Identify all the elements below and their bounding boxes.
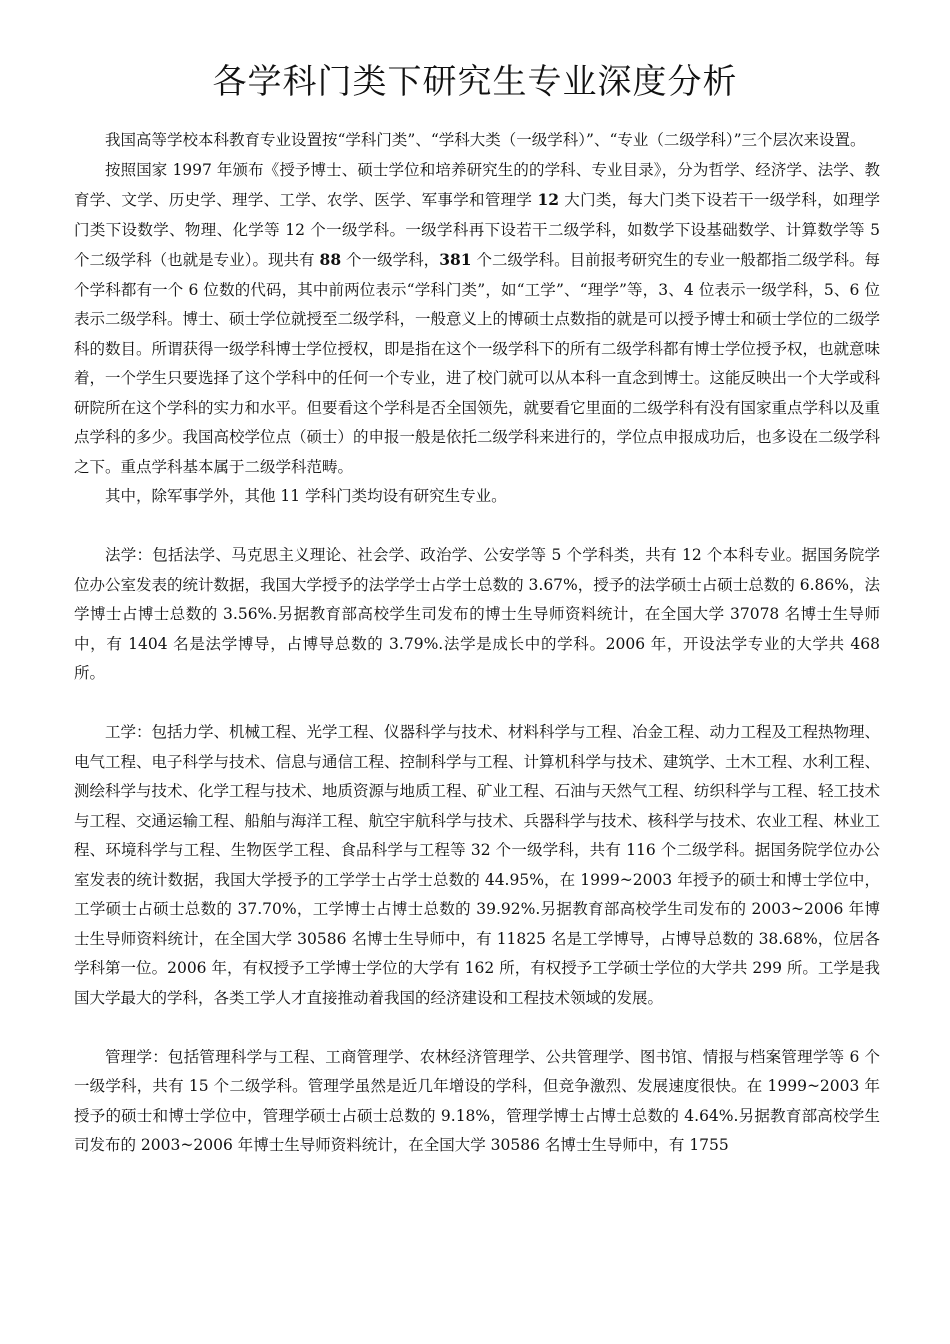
spacer <box>74 689 880 719</box>
bold-number-first-level: 88 <box>319 250 342 269</box>
paragraph-scope-note: 其中，除军事学外，其他 11 学科门类均设有研究生专业。 <box>105 487 507 505</box>
text-segment: 大门类，每大门类下设若干一级学科，如理学门类下设数学、物理、化学等 12 个一级学科。一级学科再下设若干二级学科，如数学下设基础数学、计算数学等 5 个二级学科（也就是专业）。现共有 <box>74 191 880 269</box>
paragraph-discipline-catalog <box>74 156 880 483</box>
text-segment: 按照国家 1997 年颁布《授予博士、硕士学位和培养研究生的的学科、专业目录》，分为哲学、经济学、法学、教育学、文学、历史学、理学、工学、农学、医学、军事学和管理学 <box>74 160 880 209</box>
spacer <box>74 1013 880 1043</box>
paragraph-law: 法学：包括法学、马克思主义理论、社会学、政治学、公安学等 5 个学科类，共有 12 个本科专业。据国务院学位办公室发表的统计数据，我国大学授予的法学学士占学士总数的 3.67%，授予的法学硕士占硕士总数的 6.86%，法学博士占博士总数的 3.56%.另据教育部高校学生司发布的博士生导师资料统计，在全国大学 37078 名博士生导师中，有 1404 名是法学博导，占博导总数的 3.79%.法学是成长中的学科。2006 年，开设法学专业的大学共 468 所。 <box>74 546 880 682</box>
paragraph-intro: 我国高等学校本科教育专业设置按“学科门类”、“学科大类（一级学科）”、“专业（二级学科）”三个层次来设置。 <box>105 131 866 149</box>
document-body <box>74 126 880 1161</box>
paragraph-management: 管理学：包括管理科学与工程、工商管理学、农林经济管理学、公共管理学、图书馆、情报与档案管理学等 6 个一级学科，共有 15 个二级学科。管理学虽然是近几年增设的学科，但竞争激烈、发展速度很快。在 1999~2003 年授予的硕士和博士学位中，管理学硕士占硕士总数的 9.18%，管理学博士占博士总数的 4.64%.另据教育部高校学生司发布的 2003~2006 年博士生导师资料统计，在全国大学 30586 名博士生导师中，有 1755 <box>74 1047 880 1154</box>
bold-number-second-level: 381 <box>439 250 472 269</box>
bold-number-categories: 12 <box>537 190 560 209</box>
text-segment: 个一级学科， <box>341 251 440 269</box>
text-segment: 个二级学科。目前报考研究生的专业一般都指二级学科。每个学科都有一个 6 位数的代码，其中前两位表示“学科门类”，如“工学”、“理学”等，3、4 位表示一级学科，5、6 位表示二级学科。博士、硕士学位就授至二级学科，一般意义上的博硕士点数指的就是可以授予博士和硕士学位的二级学科的数目。所谓获得一级学科博士学位授权，即是指在这个一级学科下的所有二级学科都有博士学位授予权，也就意味着，一个学生只要选择了这个学科中的任何一个专业，进了校门就可以从本科一直念到博士。这能反映出一个大学或科研院所在这个学科的实力和水平。但要看这个学科是否全国领先，就要看它里面的二级学科有没有国家重点学科以及重点学科的多少。我国高校学位点（硕士）的申报一般是依托二级学科来进行的，学位点申报成功后，也多设在二级学科之下。重点学科基本属于二级学科范畴。 <box>74 251 881 476</box>
page-title: 各学科门类下研究生专业深度分析 <box>212 62 738 102</box>
paragraph-engineering: 工学：包括力学、机械工程、光学工程、仪器科学与技术、材料科学与工程、冶金工程、动力工程及工程热物理、电气工程、电子科学与技术、信息与通信工程、控制科学与工程、计算机科学与技术、建筑学、土木工程、水利工程、测绘科学与技术、化学工程与技术、地质资源与地质工程、矿业工程、石油与天然气工程、纺织科学与工程、轻工技术与工程、交通运输工程、船舶与海洋工程、航空宇航科学与技术、兵器科学与技术、核科学与技术、农业工程、林业工程、环境科学与工程、生物医学工程、食品科学与工程等 32 个一级学科，共有 116 个二级学科。据国务院学位办公室发表的统计数据，我国大学授予的工学学士占学士总数的 44.95%，在 1999~2003 年授予的硕士和博士学位中，工学硕士占硕士总数的 37.70%，工学博士占博士总数的 39.92%.另据教育部高校学生司发布的 2003~2006 年博士生导师资料统计，在全国大学 30586 名博士生导师中，有 11825 名是工学博导，占博导总数的 38.68%，位居各学科第一位。2006 年，有权授予工学博士学位的大学有 162 所，有权授予工学硕士学位的大学共 299 所。工学是我国大学最大的学科，各类工学人才直接推动着我国的经济建设和工程技术领域的发展。 <box>74 723 881 1007</box>
spacer <box>74 512 880 542</box>
